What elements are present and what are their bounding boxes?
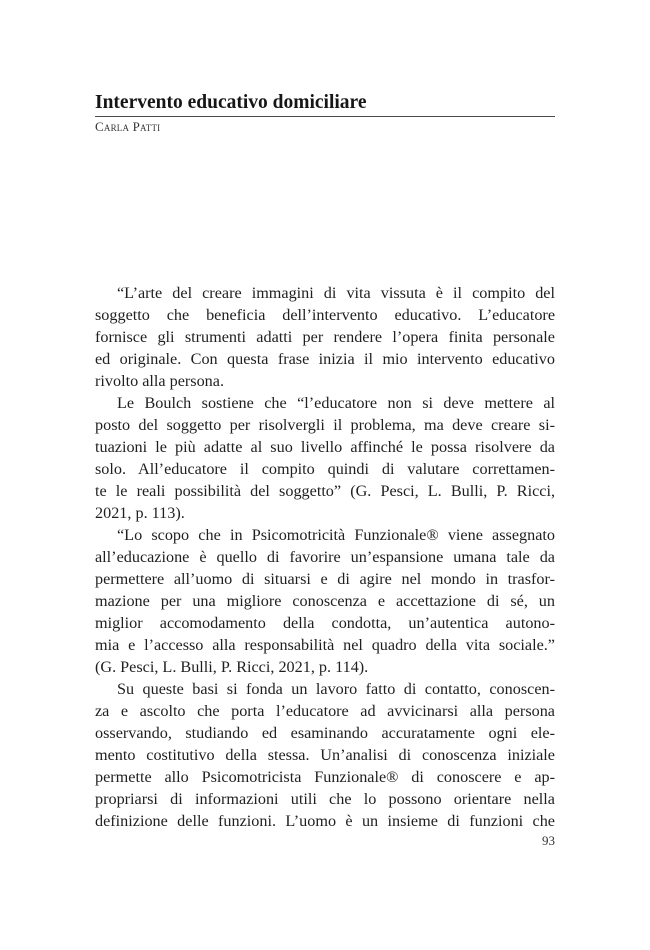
text-line: definizione delle funzioni. L’uomo è un insieme di funzioni che [95,812,555,830]
page-number: 93 [542,833,555,848]
text-line: “Lo scopo che in Psicomotricità Funzionale® viene assegnato [117,526,555,544]
text-line: tuazioni le più adatte al suo livello affinché le possa risolvere da [95,438,555,456]
text-line: (G. Pesci, L. Bulli, P. Ricci, 2021, p. 114). [95,658,369,676]
text-line: soggetto che beneficia dell’intervento educativo. L’educatore [95,306,555,324]
text-line: te le reali possibilità del soggetto” (G. Pesci, L. Bulli, P. Ricci, [95,482,555,500]
text-line: mento costitutivo della stessa. Un’analisi di conoscenza iniziale [95,746,555,764]
title-rule [95,116,555,117]
text-line: Le Boulch sostiene che “l’educatore non si deve mettere al [117,394,555,412]
text-line: solo. All’educatore il compito quindi di valutare correttamen- [95,460,555,478]
text-line: osservando, studiando ed esaminando accuratamente ogni ele- [95,724,555,742]
text-line: posto del soggetto per risolvergli il problema, ma deve creare si- [95,416,555,434]
text-line: miglior accomodamento della condotta, un’autentica autono- [95,614,555,632]
text-line: “L’arte del creare immagini di vita vissuta è il compito del [117,284,555,302]
text-line: propriarsi di informazioni utili che lo possono orientare nella [95,790,555,808]
text-line: za e ascolto che porta l’educatore ad avvicinarsi alla persona [95,702,555,720]
text-line: all’educazione è quello di favorire un’espansione umana tale da [95,548,555,566]
text-line: mazione per una migliore conoscenza e accettazione di sé, un [95,592,555,610]
text-line: ed originale. Con questa frase inizia il mio intervento educativo [95,350,555,368]
chapter-title: Intervento educativo domiciliare [95,92,367,113]
text-line: 2021, p. 113). [95,504,185,522]
text-line: mia e l’accesso alla responsabilità nel quadro della vita sociale.” [95,636,555,654]
author-name: Carla Patti [95,119,161,134]
text-line: permettere all’uomo di situarsi e di agire nel mondo in trasfor- [95,570,555,588]
text-line: fornisce gli strumenti adatti per rendere l’opera finita personale [95,328,555,346]
text-line: rivolto alla persona. [95,372,225,390]
text-line: Su queste basi si fonda un lavoro fatto di contatto, conoscen- [117,680,555,698]
text-line: permette allo Psicomotricista Funzionale® di conoscere e ap- [95,768,555,786]
body-text [95,282,555,832]
